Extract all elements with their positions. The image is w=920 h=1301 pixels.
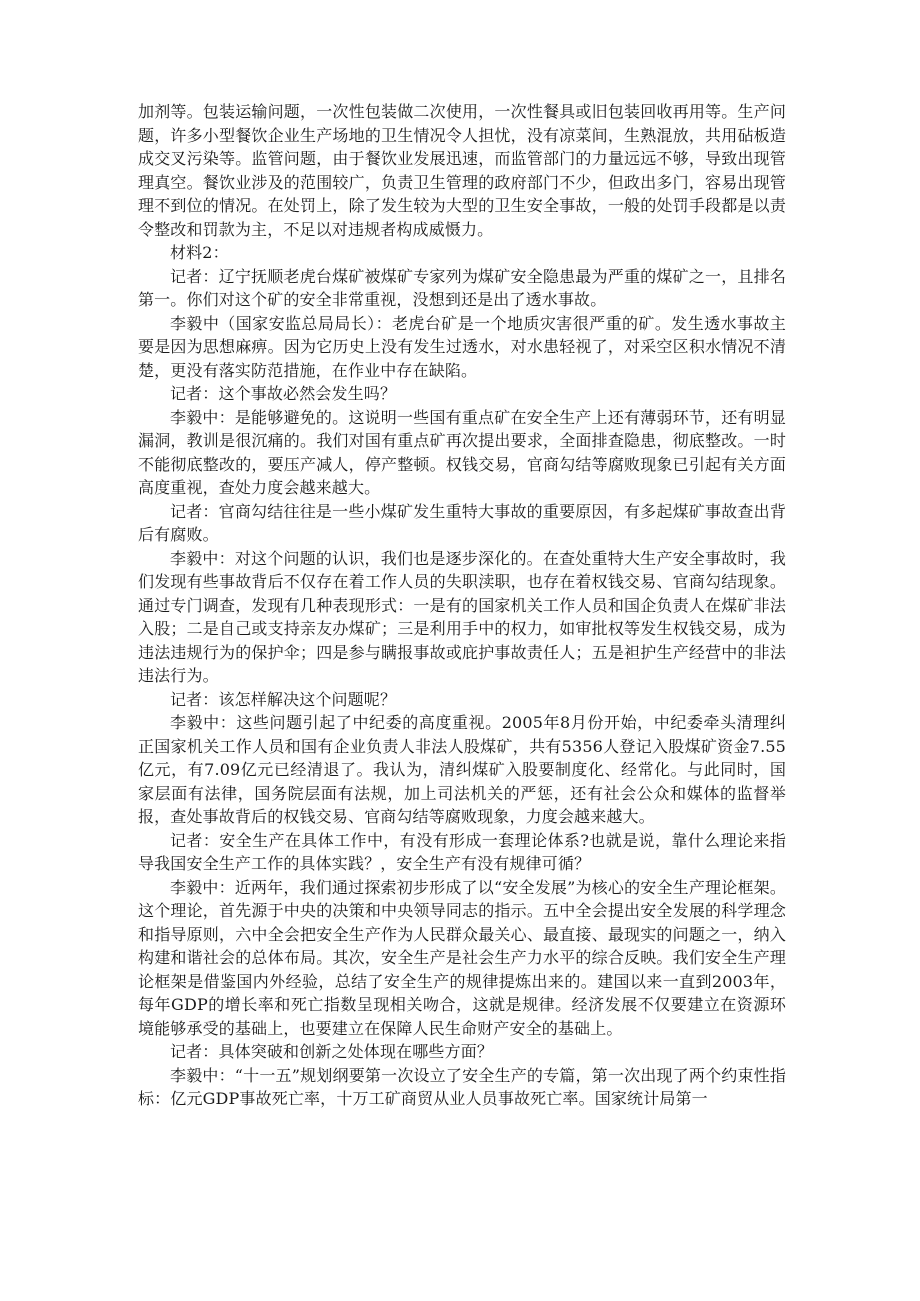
paragraph-11: 记者：安全生产在具体工作中，有没有形成一套理论体系?也就是说，靠什么理论来指导我国安全生产工作的具体实践？，安全生产有没有规律可循？ (138, 830, 786, 873)
paragraph-13: 记者：具体突破和创新之处体现在哪些方面？ (170, 1042, 494, 1061)
paragraph-2: 材料2： (170, 243, 229, 262)
paragraph-3: 记者：辽宁抚顺老虎台煤矿被煤矿专家列为煤矿安全隐患最为严重的煤矿之一，且排名第一。你们对这个矿的安全非常重视，没想到还是出了透水事故。 (138, 266, 786, 309)
paragraph-1: 加剂等。包装运输问题，一次性包装做二次使用，一次性餐具或旧包装回收再用等。生产问题，许多小型餐饮企业生产场地的卫生情况令人担忧，没有凉菜间，生熟混放，共用砧板造成交叉污染等。监管问题，由于餐饮业发展迅速，而监管部门的力量远远不够，导致出现管理真空。餐饮业涉及的范围较广，负责卫生管理的政府部门不少，但政出多门，容易出现管理不到位的情况。在处罚上，除了发生较为大型的卫生安全事故，一般的处罚手段都是以责令整改和罚款为主，不足以对违规者构成威慑力。 (138, 102, 786, 239)
paragraph-9: 记者：该怎样解决这个问题呢？ (170, 689, 397, 709)
document-page (138, 100, 786, 1111)
paragraph-12: 李毅中：近两年，我们通过探索初步形成了以“安全发展”为核心的安全生产理论框架。这个理论，首先源于中央的决策和中央领导同志的指示。五中全会提出安全发展的科学理念和指导原则，六中全会把安全生产作为人民群众最关心、最直接、最现实的问题之一，纳入构建和谐社会的总体布局。其次，安全生产是社会生产力水平的综合反映。我们安全生产理论框架是借鉴国内外经验，总结了安全生产的规律提炼出来的。建国以来一直到2003年，每年GDP的增长率和死亡指数呈现相关吻合，这就是规律。经济发展不仅要建立在资源环境能够承受的基础上，也要建立在保障人民生命财产安全的基础上。 (138, 877, 786, 1038)
paragraph-7: 记者：官商勾结往往是一些小煤矿发生重特大事故的重要原因，有多起煤矿事故查出背后有腐败。 (138, 501, 786, 544)
paragraph-5: 记者：这个事故必然会发生吗？ (170, 384, 397, 403)
paragraph-6: 李毅中：是能够避免的。这说明一些国有重点矿在安全生产上还有薄弱环节，还有明显漏洞，教训是很沉痛的。我们对国有重点矿再次提出要求，全面排查隐患，彻底整改。一时不能彻底整改的，要压产减人，停产整顿。权钱交易，官商勾结等腐败现象已引起有关方面高度重视，查处力度会越来越大。 (138, 407, 786, 497)
paragraph-14: 李毅中：“十一五”规划纲要第一次设立了安全生产的专篇，第一次出现了两个约束性指标：亿元GDP事故死亡率，十万工矿商贸从业人员事故死亡率。国家统计局第一 (138, 1065, 786, 1108)
paragraph-8: 李毅中：对这个问题的认识，我们也是逐步深化的。在查处重特大生产安全事故时，我们发现有些事故背后不仅存在着工作人员的失职渎职，也存在着权钱交易、官商勾结现象。通过专门调查，发现有几种表现形式：一是有的国家机关工作人员和国企负责人在煤矿非法入股；二是自己或支持亲友办煤矿；三是利用手中的权力，如审批权等发生权钱交易，成为违法违规行为的保护伞；四是参与瞒报事故或庇护事故责任人；五是袒护生产经营中的非法违法行为。 (138, 548, 786, 685)
paragraph-4: 李毅中（国家安监总局局长）：老虎台矿是一个地质灾害很严重的矿。发生透水事故主要是因为思想麻痹。因为它历史上没有发生过透水，对水患轻视了，对采空区积水情况不清楚，更没有落实防范措施，在作业中存在缺陷。 (138, 313, 786, 380)
paragraph-10: 李毅中：这些问题引起了中纪委的高度重视。2005年8月份开始，中纪委牵头清理纠正国家机关工作人员和国有企业负责人非法人股煤矿，共有5356人登记入股煤矿资金7.55亿元，有7.09亿元已经清退了。我认为，清纠煤矿入股要制度化、经常化。与此同时，国家层面有法律，国务院层面有法规，加上司法机关的严惩，还有社会公众和媒体的监督举报，查处事故背后的权钱交易、官商勾结等腐败现象，力度会越来越大。 (138, 713, 786, 826)
